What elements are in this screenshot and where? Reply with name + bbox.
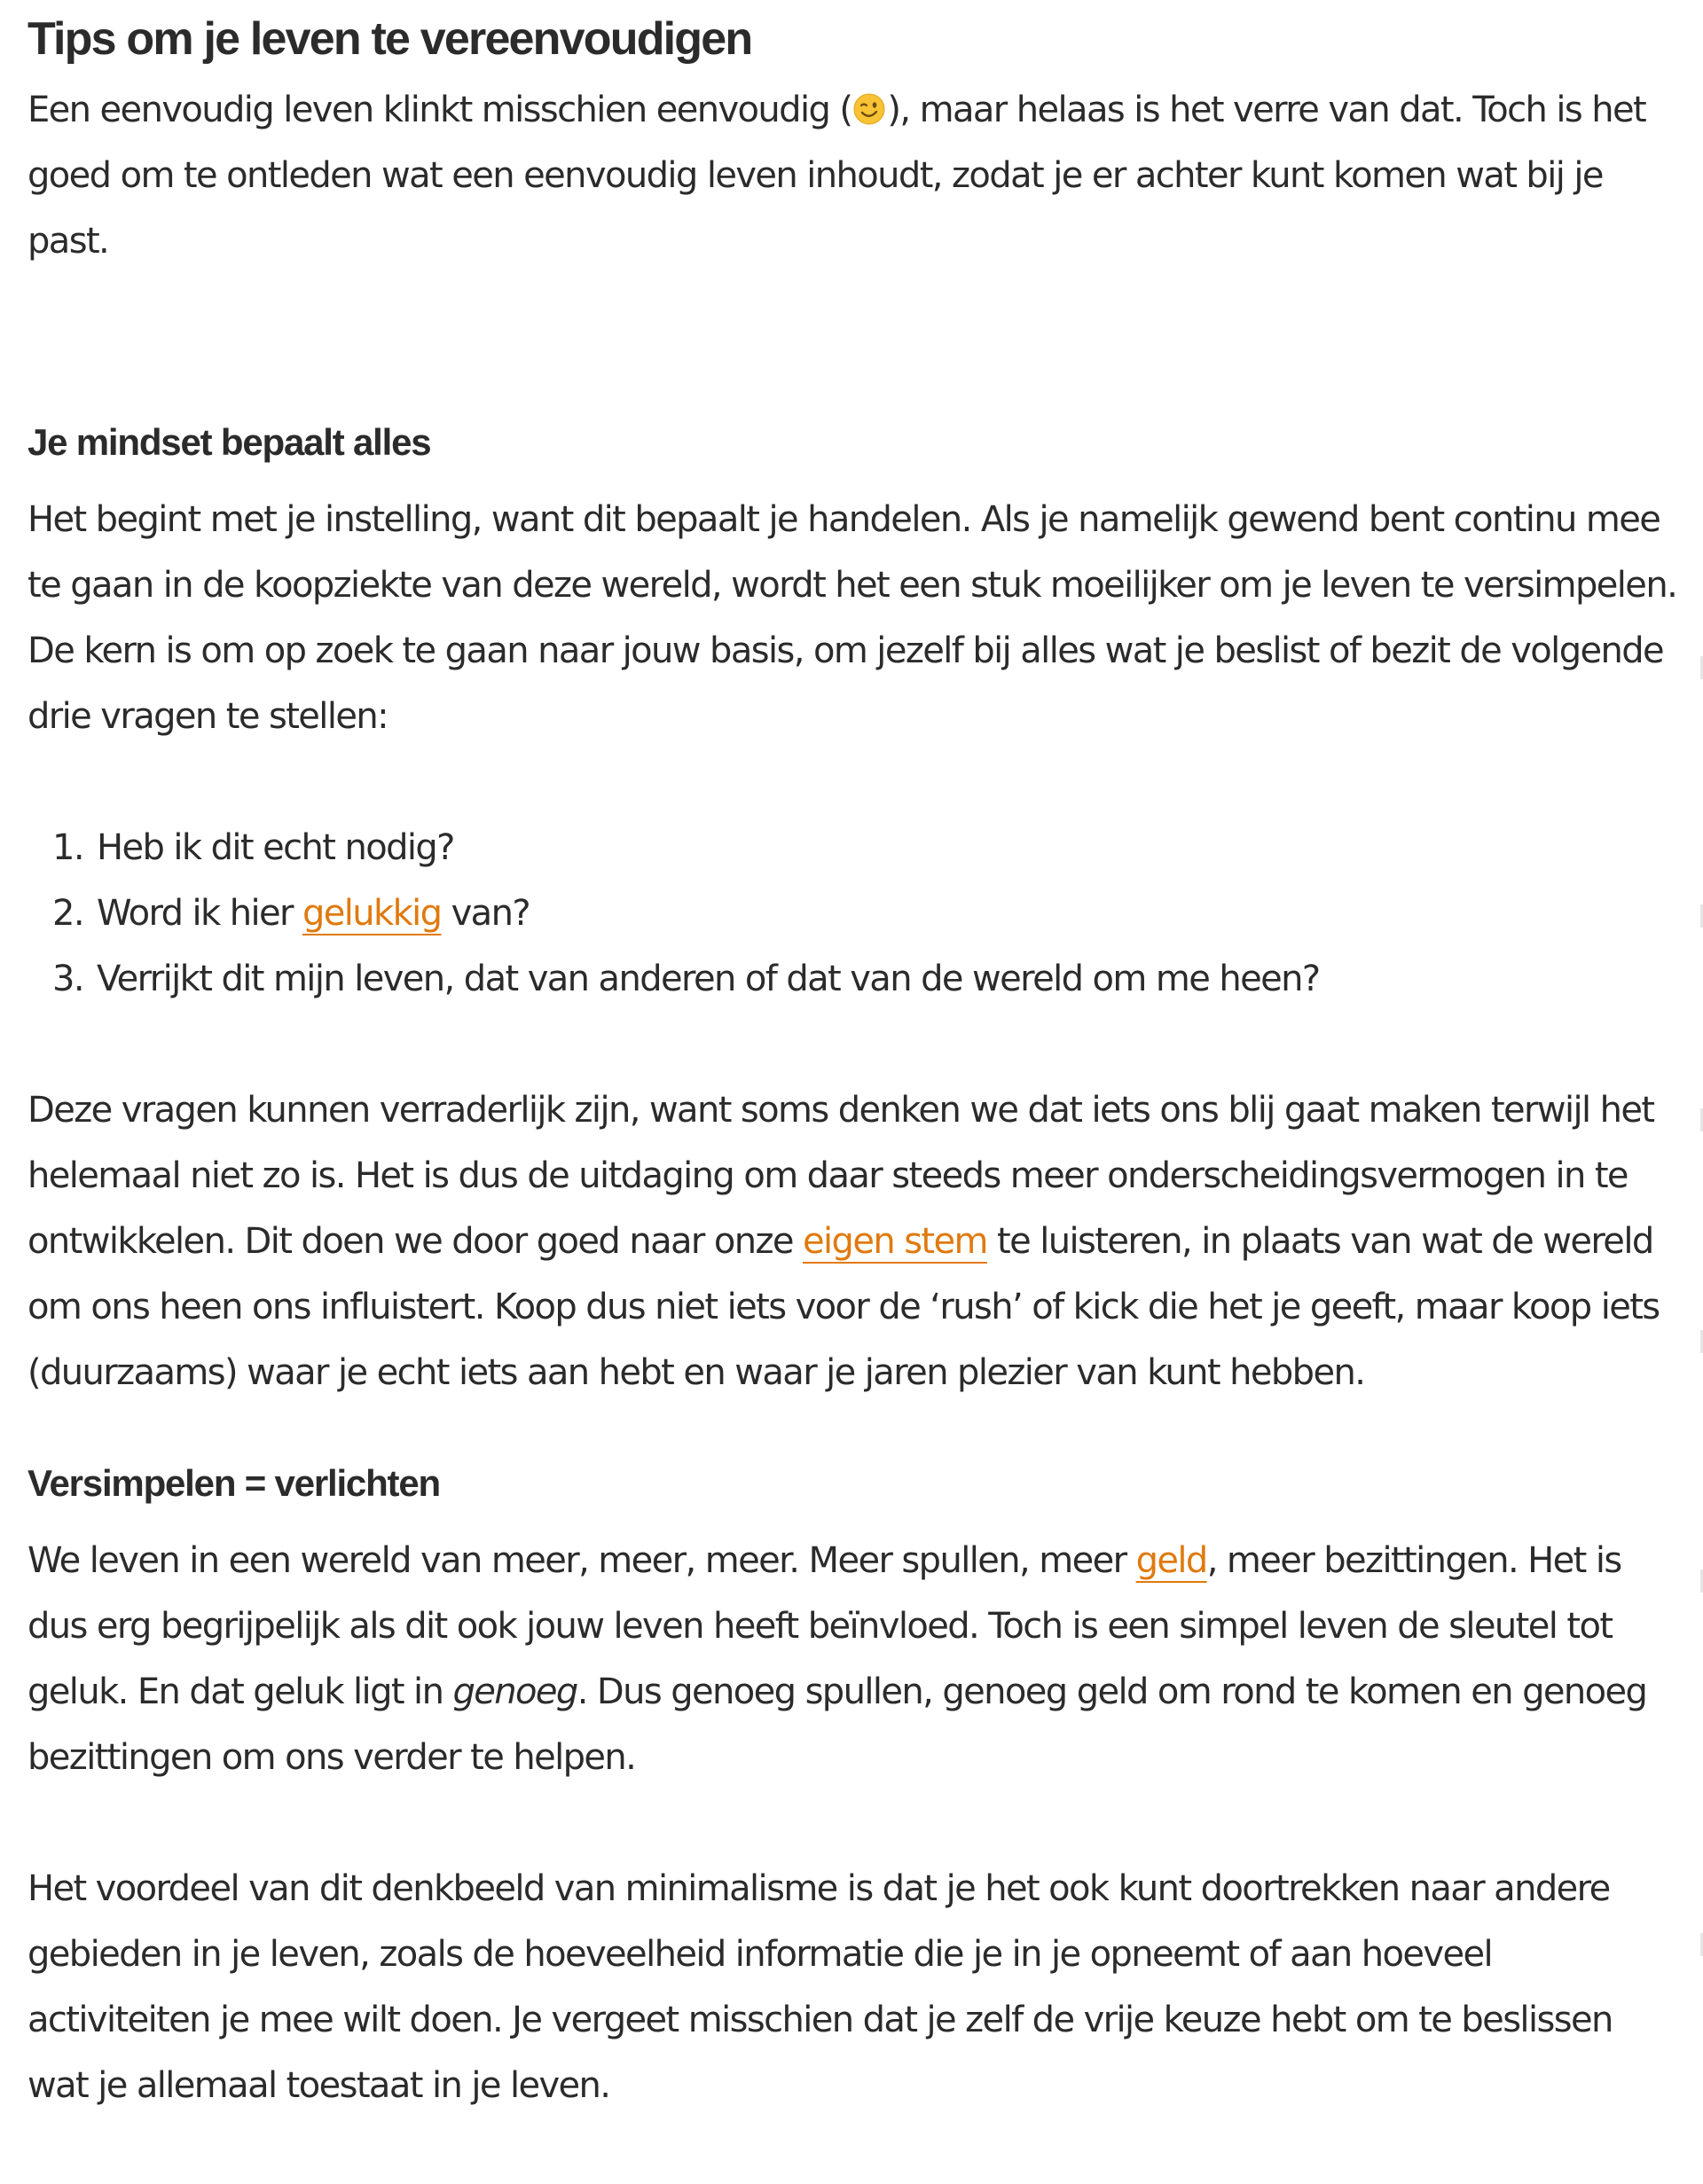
list-item <box>27 946 1677 1012</box>
link-geld[interactable]: geld <box>1135 1540 1207 1581</box>
list-item <box>27 881 1677 946</box>
minimalism-paragraph: Het voordeel van dit denkbeeld van minimalisme is dat je het ook kunt doortrekken naar andere gebieden in je leven, zoals de hoeveelheid informatie die je in je opneemt of aan hoeveel activiteiten je mee wilt doen. Je vergeet misschien dat je zelf de vrije keuze hebt om te beslissen wat je allemaal toestaat in je leven. <box>27 1868 1613 2106</box>
list-item-number: 2. <box>52 893 83 934</box>
link-eigen-stem[interactable]: eigen stem <box>803 1221 987 1262</box>
article-title: Tips om je leven te vereenvoudigen <box>27 13 752 65</box>
winking-face-emoji-icon <box>852 92 886 126</box>
section-heading-mindset: Je mindset bepaalt alles <box>27 421 431 463</box>
list-item-text: Verrijkt dit mijn leven, dat van anderen of dat van de wereld om me heen? <box>97 959 1320 999</box>
questions-followup-paragraph <box>27 1077 1677 1405</box>
list-item-text: van? <box>441 893 530 934</box>
list-item-number: 3. <box>52 959 83 999</box>
intro-paragraph <box>27 77 1677 306</box>
paragraph-text: We leven in een wereld van meer, meer, meer. Meer spullen, meer <box>27 1540 1136 1581</box>
intro-text-before: Een eenvoudig leven klinkt misschien eenvoudig ( <box>27 90 852 130</box>
scrollbar[interactable] <box>1698 0 1703 2184</box>
list-item-text: Word ik hier <box>97 893 302 934</box>
paragraph-text: Deze vragen kunnen verraderlijk zijn, want soms denken we dat iets ons blij gaat maken terwijl het helemaal niet zo is. Het is dus de uitdaging om daar steeds meer onderscheidingsvermogen in te ontwikkelen. Dit doen we door goed naar onze <box>27 1090 1654 1262</box>
paragraph-text: , meer bezittingen. Het is dus erg begrijpelijk als dit ook jouw leven heeft beïnvloed. Toch is een simpel leven de sleutel tot geluk. En dat geluk ligt in <box>27 1540 1621 1712</box>
list-item-text: Heb ik dit echt nodig? <box>97 827 454 868</box>
link-gelukkig[interactable]: gelukkig <box>302 893 442 934</box>
paragraph-text: te luisteren, in plaats van wat de wereld om ons heen ons influistert. Koop dus niet iets voor de ‘rush’ of kick die het je geeft, maar koop iets (duurzaams) waar je echt iets aan hebt en waar je jaren plezier van kunt hebben. <box>27 1221 1660 1393</box>
list-item-number: 1. <box>52 827 83 868</box>
emphasis-genoeg: genoeg <box>452 1671 577 1712</box>
questions-list <box>27 815 1677 1012</box>
versimpelen-paragraph <box>27 1528 1677 1790</box>
section-heading-versimpelen: Versimpelen = verlichten <box>27 1462 440 1504</box>
intro-text-after: ), maar helaas is het verre van dat. Toch is het goed om te ontleden wat een eenvoudig leven inhoudt, zodat je er achter kunt komen wat bij je past. <box>27 90 1646 262</box>
article-content <box>27 0 1677 2118</box>
list-item <box>27 815 1677 881</box>
paragraph-text: . Dus genoeg spullen, genoeg geld om rond te komen en genoeg bezittingen om ons verder te helpen. <box>27 1671 1647 1778</box>
mindset-paragraph: Het begint met je instelling, want dit bepaalt je handelen. Als je namelijk gewend bent continu mee te gaan in de koopziekte van deze wereld, wordt het een stuk moeilijker om je leven te versimpelen. De kern is om op zoek te gaan naar jouw basis, om jezelf bij alles wat je beslist of bezit de volgende drie vragen te stellen: <box>27 499 1677 737</box>
